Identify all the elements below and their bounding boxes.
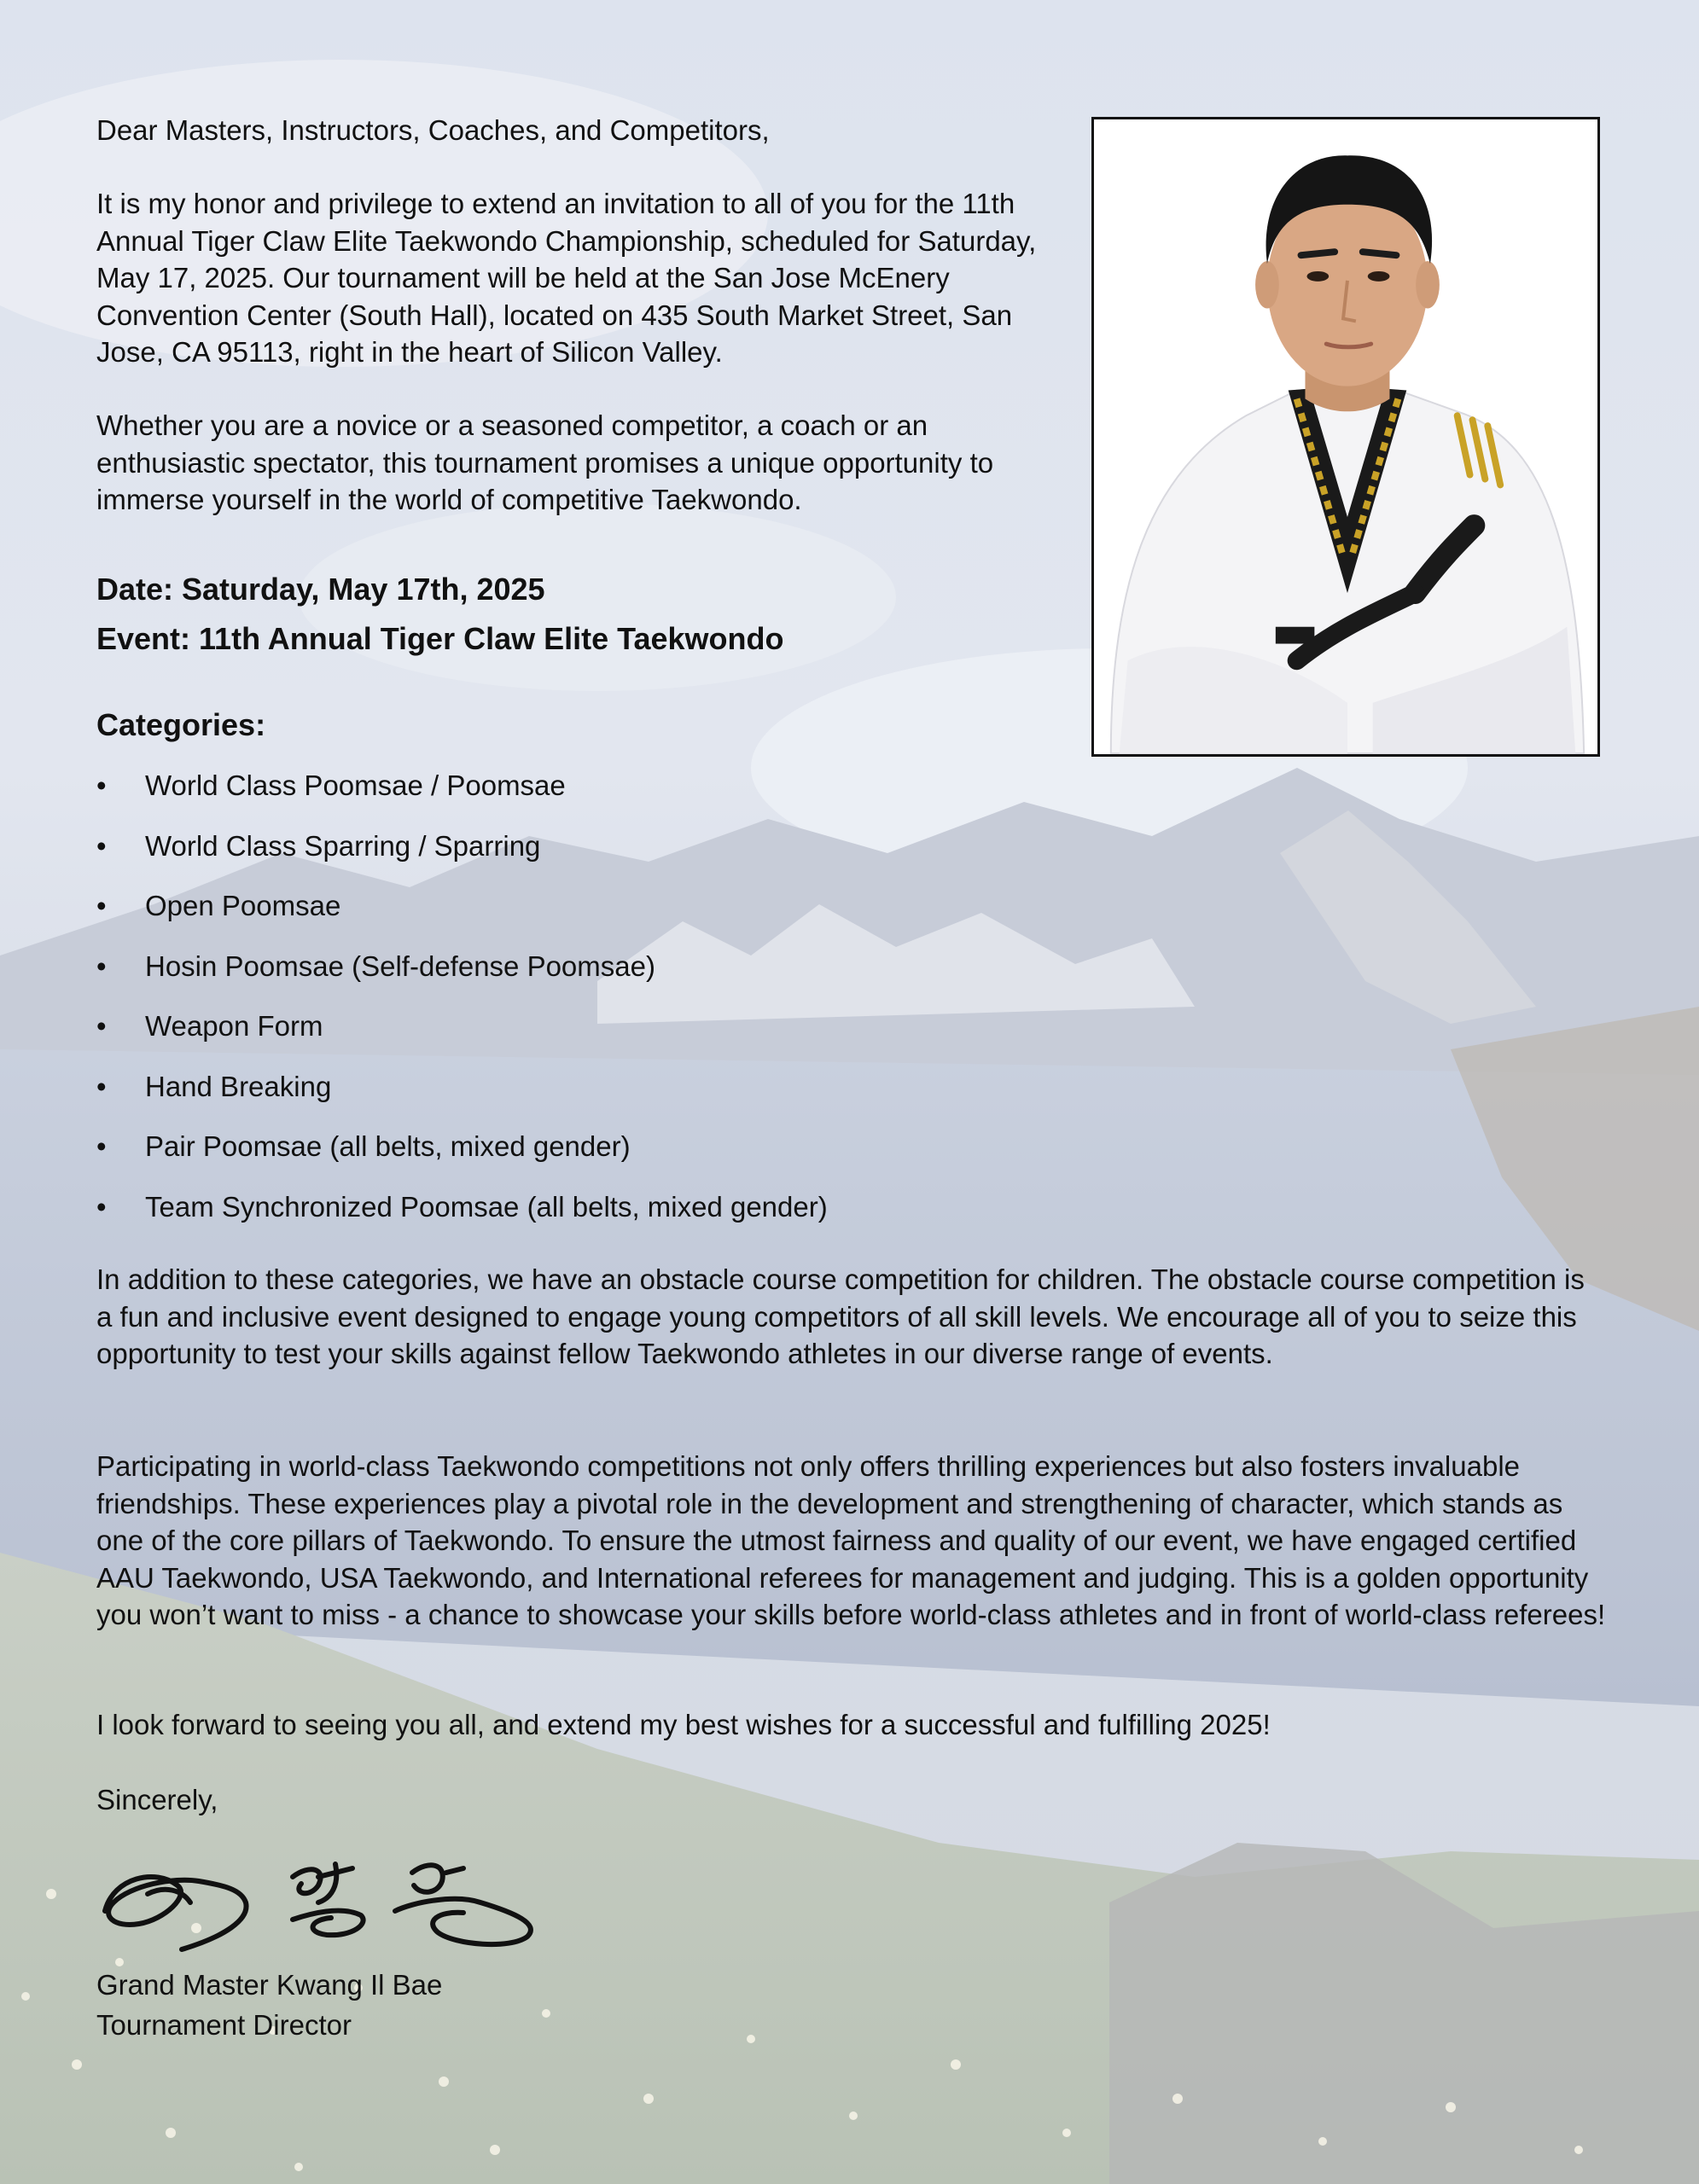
letter-paragraph-participation: Participating in world-class Taekwondo competitions not only offers thrilling experiences but also fosters invaluable friendships. These experiences play a pivotal role in the development and strengthening of character, which stands as one of the core pillars of Taekwondo. To ensure the utmost fairness and quality of our event, we have engaged certified AAU Taekwondo, USA Taekwondo, and International referees for management and judging. This is a golden opportunity you won’t want to miss - a chance to showcase your skills before world-class athletes and in front of world-class referees!	[96, 1450, 1606, 1630]
category-item	[96, 886, 828, 947]
bullet-icon: •	[96, 950, 107, 982]
bullet-icon: •	[96, 829, 107, 862]
category-label: Open Poomsae	[145, 890, 341, 921]
category-item	[96, 1188, 828, 1248]
event-date: Date: Saturday, May 17th, 2025	[96, 572, 545, 607]
category-item	[96, 1067, 828, 1128]
category-label: Pair Poomsae (all belts, mixed gender)	[145, 1130, 631, 1162]
category-item	[96, 947, 828, 1008]
event-name: Event: 11th Annual Tiger Claw Elite Taekwondo	[96, 621, 784, 656]
category-item	[96, 1007, 828, 1067]
bullet-icon: •	[96, 890, 107, 921]
category-label: Weapon Form	[145, 1010, 323, 1042]
director-portrait	[1091, 117, 1600, 757]
category-item	[96, 827, 828, 887]
category-label: Hand Breaking	[145, 1070, 332, 1102]
letter-paragraph-obstacle-course: In addition to these categories, we have an obstacle course competition for children. The obstacle course competition is a fun and inclusive event designed to engage young competitors of all skill levels. We encourage all of you to seize this opportunity to test your skills against fellow Taekwondo athletes in our diverse range of events.	[96, 1263, 1585, 1369]
category-label: World Class Poomsae / Poomsae	[145, 770, 566, 801]
category-label: Hosin Poomsae (Self-defense Poomsae)	[145, 950, 655, 982]
letter-paragraph-audience: Whether you are a novice or a seasoned competitor, a coach or an enthusiastic spectator, this tournament promises a unique opportunity to immerse yourself in the world of competitive Taekwondo.	[96, 410, 994, 515]
bullet-icon: •	[96, 1190, 107, 1223]
signature-icon	[96, 1843, 557, 1954]
letter-paragraph-invitation: It is my honor and privilege to extend an invitation to all of you for the 11th Annual Tiger Claw Elite Taekwondo Championship, scheduled for Saturday, May 17, 2025. Our tournament will be held at the San Jose McEnery Convention Center (South Hall), located on 435 South Market Street, San Jose, CA 95113, right in the heart of Silicon Valley.	[96, 188, 1037, 368]
categories-heading: Categories:	[96, 707, 266, 742]
bullet-icon: •	[96, 1010, 107, 1042]
letter-paragraph-closing-wish: I look forward to seeing you all, and extend my best wishes for a successful and fulfilling 2025!	[96, 1709, 1271, 1740]
signer-name: Grand Master Kwang Il Bae	[96, 1969, 443, 2001]
letter-greeting: Dear Masters, Instructors, Coaches, and Competitors,	[96, 114, 770, 146]
category-label: World Class Sparring / Sparring	[145, 829, 541, 862]
categories-list	[96, 766, 828, 1247]
bullet-icon: •	[96, 770, 107, 801]
bullet-icon: •	[96, 1130, 107, 1162]
letter-closing: Sincerely,	[96, 1784, 218, 1815]
bullet-icon: •	[96, 1070, 107, 1102]
category-label: Team Synchronized Poomsae (all belts, mixed gender)	[145, 1190, 828, 1223]
portrait-photo-icon	[1094, 119, 1597, 754]
category-item	[96, 1127, 828, 1188]
signer-title: Tournament Director	[96, 2009, 352, 2041]
category-item	[96, 766, 828, 827]
